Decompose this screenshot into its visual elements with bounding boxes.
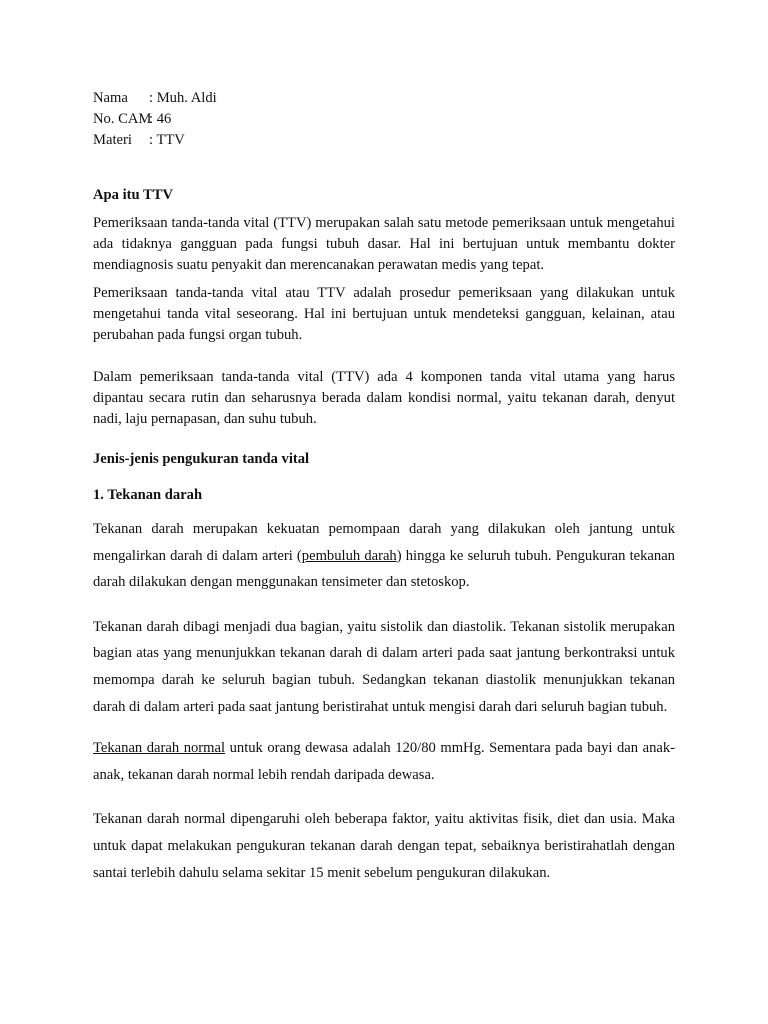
info-row-nama <box>93 88 675 109</box>
section-heading-apa-itu-ttv: Apa itu TTV <box>93 187 174 203</box>
document-page <box>93 88 675 886</box>
tekanan-darah-normal-link[interactable]: Tekanan darah normal <box>93 740 226 757</box>
student-info <box>93 88 675 151</box>
text-span: Tekanan darah merupakan kekuatan pemompaan darah yang dilakukan oleh jantung untuk mengalirkan darah di dalam arteri ( <box>93 521 675 564</box>
info-row-no-cam <box>93 109 675 130</box>
text-span: ) hingga ke seluruh tubuh. Pengukuran tekanan darah dilakukan dengan menggunakan tensimeter dan stetoskop. <box>93 547 675 591</box>
paragraph <box>93 735 675 788</box>
info-label: Materi <box>93 132 132 148</box>
text-span: untuk orang dewasa adalah 120/80 mmHg. Sementara pada bayi dan anak-anak, tekanan darah normal lebih rendah daripada dewasa. <box>93 740 675 783</box>
info-value: : 46 <box>149 111 172 127</box>
paragraph: Tekanan darah normal dipengaruhi oleh beberapa faktor, yaitu aktivitas fisik, diet dan usia. Maka untuk dapat melakukan pengukuran tekanan darah dengan tepat, sebaiknya beristirahatlah dengan santai terlebih dahulu selama sekitar 15 menit sebelum pengukuran dilakukan. <box>93 811 675 881</box>
paragraph <box>93 516 675 596</box>
info-label: No. CAM <box>93 111 152 127</box>
paragraph: Tekanan darah dibagi menjadi dua bagian, yaitu sistolik dan diastolik. Tekanan sistolik merupakan bagian atas yang menunjukkan tekanan darah di dalam arteri pada saat jantung berkontraksi untuk memompa darah ke seluruh bagian tubuh. Sedangkan tekanan diastolik menunjukkan tekanan darah di dalam arteri pada saat jantung beristirahat untuk mengisi darah dari seluruh bagian tubuh. <box>93 618 675 715</box>
info-row-materi <box>93 130 675 151</box>
paragraph: Pemeriksaan tanda-tanda vital atau TTV adalah prosedur pemeriksaan yang dilakukan untuk mengetahui tanda vital seseorang. Hal ini bertujuan untuk mendeteksi gangguan, kelainan, atau perubahan pada fungsi organ tubuh. <box>93 285 675 343</box>
subheading-tekanan-darah: 1. Tekanan darah <box>93 487 203 503</box>
pembuluh-darah-link[interactable]: pembuluh darah <box>301 547 397 564</box>
info-value: : TTV <box>149 132 185 148</box>
paragraph: Pemeriksaan tanda-tanda vital (TTV) merupakan salah satu metode pemeriksaan untuk mengetahui ada tidaknya gangguan pada fungsi tubuh dasar. Hal ini bertujuan untuk membantu dokter mendiagnosis suatu penyakit dan merencanakan perawatan medis yang tepat. <box>93 215 675 273</box>
paragraph: Dalam pemeriksaan tanda-tanda vital (TTV) ada 4 komponen tanda vital utama yang harus dipantau secara rutin dan seharusnya berada dalam kondisi normal, yaitu tekanan darah, denyut nadi, laju pernapasan, dan suhu tubuh. <box>93 369 675 427</box>
info-value: : Muh. Aldi <box>149 90 217 106</box>
info-label: Nama <box>93 90 128 106</box>
section-heading-jenis-pengukuran: Jenis-jenis pengukuran tanda vital <box>93 451 310 467</box>
